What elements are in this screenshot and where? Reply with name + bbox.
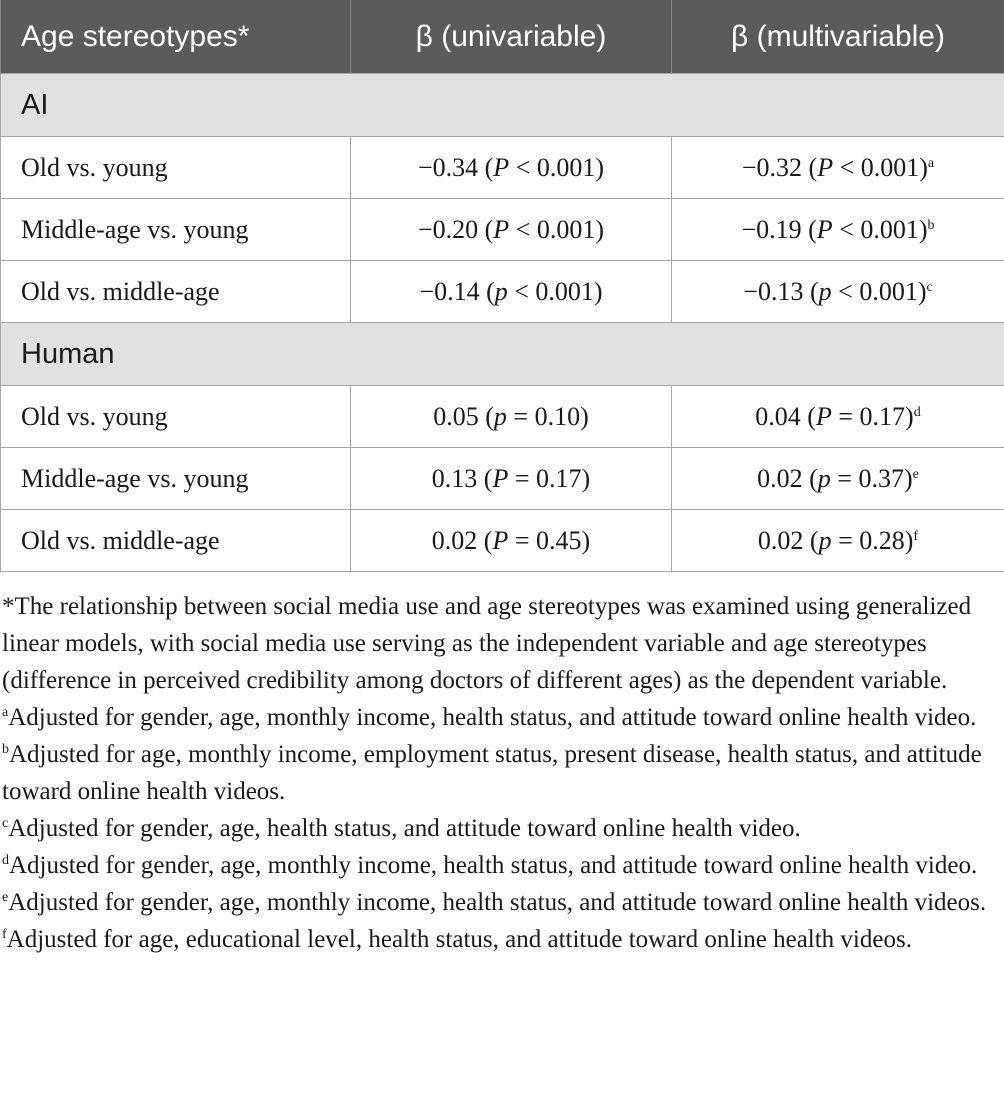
header-beta-multivariable: β (multivariable): [672, 0, 1004, 74]
footnote-marker: e: [912, 466, 919, 482]
footnote-f: [2, 921, 992, 958]
beta-multivariable-cell: 0.02 (p = 0.28)$^f$: [672, 510, 1004, 572]
footnote-mark: b: [2, 742, 9, 757]
footnote-text: Adjusted for gender, age, monthly income, health status, and attitude toward online health video.: [9, 852, 978, 879]
row-label: Old vs. middle-age: [1, 261, 351, 323]
row-label: Old vs. middle-age: [1, 510, 351, 572]
coefficient: −0.13: [743, 276, 804, 306]
p-letter: p: [818, 525, 832, 555]
p-letter: P: [816, 214, 833, 244]
coefficient: −0.20: [417, 214, 479, 244]
table-row: [1, 386, 1004, 448]
p-letter: p: [494, 276, 508, 306]
coefficient: −0.14: [419, 276, 480, 306]
p-relation: =: [838, 401, 854, 431]
footnote-text: Adjusted for gender, age, monthly income, health status, and attitude toward online health videos.: [8, 889, 987, 916]
p-letter: P: [815, 401, 832, 431]
footnote-mark: c: [2, 816, 9, 831]
beta-multivariable-cell: −0.13 (p < 0.001)$^c$: [672, 261, 1004, 323]
table-body: [1, 74, 1004, 572]
footnote-marker: a: [927, 155, 935, 171]
p-value: 0.001: [860, 152, 920, 182]
beta-multivariable-cell: −0.32 (P < 0.001)$^a$: [672, 137, 1004, 199]
footnote-text: Adjusted for gender, age, monthly income, health status, and attitude toward online health video.: [8, 704, 977, 731]
p-value: 0.45: [536, 525, 582, 555]
p-value: 0.001: [859, 276, 918, 306]
footnote-marker: c: [926, 279, 933, 295]
beta-multivariable-cell: 0.02 (p = 0.37)$^e$: [672, 448, 1004, 510]
p-letter: P: [817, 152, 834, 182]
footnote-mark: f: [2, 927, 7, 942]
footnote-text: Adjusted for gender, age, health status, and attitude toward online health video.: [8, 815, 801, 842]
p-letter: p: [817, 463, 831, 493]
p-letter: p: [818, 276, 832, 306]
coefficient: 0.02: [431, 525, 478, 555]
beta-univariable-cell: −0.14 (p < 0.001): [351, 261, 672, 323]
footnote-b: [2, 736, 992, 810]
p-relation: =: [513, 401, 529, 431]
p-relation: <: [515, 214, 531, 244]
p-value: 0.17: [859, 401, 906, 431]
p-value: 0.10: [534, 401, 581, 431]
section-row: [1, 74, 1004, 137]
beta-univariable-cell: 0.05 (p = 0.10): [351, 386, 672, 448]
beta-univariable-cell: −0.34 (P < 0.001): [351, 137, 672, 199]
coefficient: 0.02: [757, 525, 804, 555]
table-footnotes: [2, 588, 992, 958]
footnote-text: Adjusted for age, educational level, health status, and attitude toward online health videos.: [6, 926, 912, 953]
row-label: Middle-age vs. young: [1, 199, 351, 261]
table-row: [1, 448, 1004, 510]
beta-univariable-cell: 0.13 (P = 0.17): [351, 448, 672, 510]
p-letter: P: [492, 525, 509, 555]
p-relation: =: [838, 525, 853, 555]
p-letter: P: [493, 214, 510, 244]
p-value: 0.001: [536, 152, 596, 182]
table-row: [1, 137, 1004, 199]
footnote-d: [2, 847, 992, 884]
table-row: [1, 199, 1004, 261]
p-value: 0.001: [860, 214, 919, 244]
header-row: [1, 0, 1004, 74]
table-row: [1, 510, 1004, 572]
p-relation: <: [838, 276, 853, 306]
p-relation: <: [839, 214, 854, 244]
row-label: Old vs. young: [1, 386, 351, 448]
p-relation: <: [514, 276, 529, 306]
section-title: AI: [1, 74, 1004, 137]
beta-multivariable-cell: 0.04 (P = 0.17)$^d$: [672, 386, 1004, 448]
beta-univariable-cell: −0.20 (P < 0.001): [351, 199, 672, 261]
p-letter: P: [493, 152, 510, 182]
footnote-a: [2, 699, 992, 736]
footnote-star: *The relationship between social media use and age stereotypes was examined using generalized linear models, with social media use serving as the independent variable and age stereotypes (difference in perceived credibility among doctors of different ages) as the dependent variable.: [2, 593, 972, 694]
footnote-marker: b: [927, 217, 935, 233]
footnote-text: Adjusted for age, monthly income, employment status, present disease, health status, and attitude toward online health videos.: [2, 741, 982, 805]
p-value: 0.001: [535, 276, 594, 306]
p-relation: =: [514, 463, 530, 493]
coefficient: 0.13: [431, 463, 478, 493]
footnote-list: [2, 699, 992, 958]
p-value: 0.17: [536, 463, 582, 493]
p-relation: =: [514, 525, 530, 555]
footnote-marker: d: [913, 404, 921, 420]
footnote-c: [2, 810, 992, 847]
footnote-mark: e: [2, 890, 9, 905]
coefficient: −0.32: [741, 152, 803, 182]
p-relation: <: [839, 152, 855, 182]
footnote-e: [2, 884, 992, 921]
section-row: [1, 323, 1004, 386]
coefficient: −0.34: [417, 152, 479, 182]
coefficient: 0.02: [757, 463, 803, 493]
row-label: Old vs. young: [1, 137, 351, 199]
header-beta-univariable: β (univariable): [351, 0, 672, 74]
coefficient: 0.05: [433, 401, 479, 431]
p-value: 0.28: [859, 525, 905, 555]
coefficient: −0.19: [741, 214, 802, 244]
p-letter: p: [493, 401, 507, 431]
footnote-mark: a: [2, 705, 9, 720]
row-label: Middle-age vs. young: [1, 448, 351, 510]
p-letter: P: [492, 463, 509, 493]
footnote-marker: f: [913, 528, 919, 544]
beta-multivariable-cell: −0.19 (P < 0.001)$^b$: [672, 199, 1004, 261]
p-value: 0.001: [536, 214, 596, 244]
beta-univariable-cell: 0.02 (P = 0.45): [351, 510, 672, 572]
footnote-mark: d: [2, 853, 9, 868]
section-title: Human: [1, 323, 1004, 386]
coefficient: 0.04: [755, 401, 801, 431]
table-row: [1, 261, 1004, 323]
p-relation: <: [515, 152, 531, 182]
header-age-stereotypes: Age stereotypes*: [1, 0, 351, 74]
p-relation: =: [837, 463, 852, 493]
p-value: 0.37: [858, 463, 904, 493]
